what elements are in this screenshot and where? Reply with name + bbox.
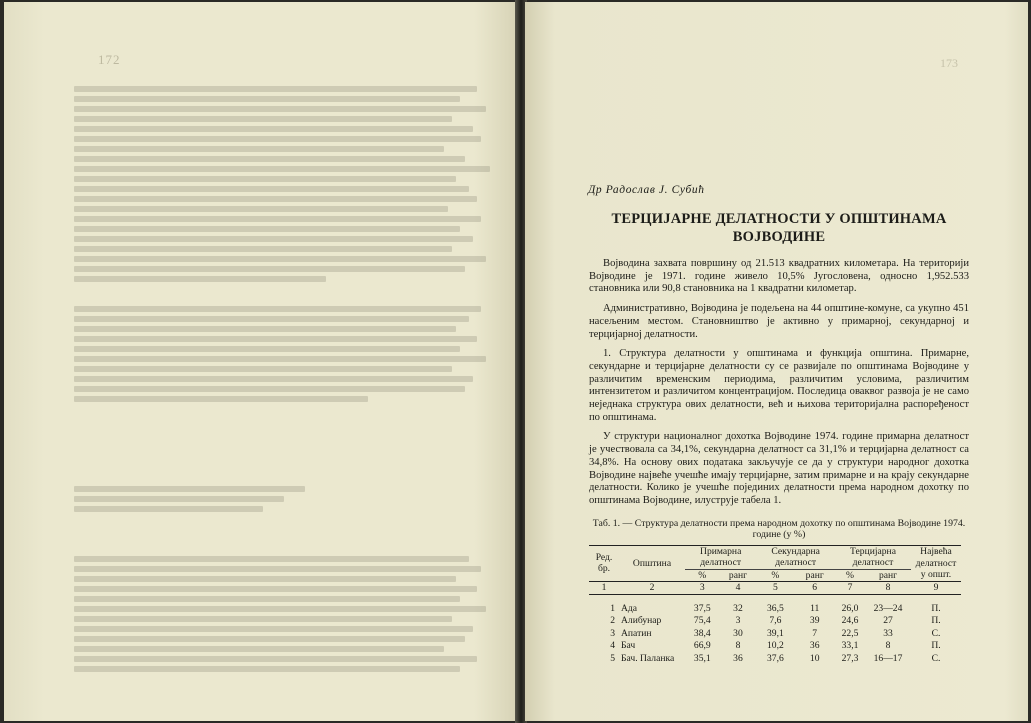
table-row <box>589 614 961 627</box>
column-number: 7 <box>835 582 865 595</box>
cell-najveca: П. <box>931 640 941 652</box>
header-pct: % <box>685 569 720 582</box>
table-body <box>589 594 961 664</box>
cell-sekundarna-rang: 39 <box>809 615 820 627</box>
cell-primarna-rang: 30 <box>733 627 743 639</box>
cell-najveca: П. <box>931 615 941 627</box>
header-tercijarna: Терцијарна делатност <box>835 545 911 569</box>
cell-najveca: П. <box>931 602 941 614</box>
article-title: ТЕРЦИЈАРНЕ ДЕЛАТНОСТИ У ОПШТИНАМА ВОЈВОДИНЕ <box>611 211 947 245</box>
paragraph-3: 1. Структура делатности у општинама и функција општина. Примарне, секундарне и терцијарне делатности су се развијале по општинама Војводине у различитим временским периодима, различитим условима, различитим интензитетом и различитом концентрацијом. Последица оваквог развоја је не само неједнака структура ових делатности, већ и њихова територијална распоређеност по општинама. <box>589 348 969 423</box>
cell-primarna-pct: 75,4 <box>693 615 711 627</box>
cell-opstina: Алибунар <box>621 615 662 627</box>
cell-opstina: Бач <box>621 640 636 652</box>
header-rang: ранг <box>865 569 911 582</box>
table-row <box>589 652 961 665</box>
cell-tercijarna-rang: 23—24 <box>873 602 903 614</box>
cell-tercijarna-rang: 27 <box>883 615 893 627</box>
cell-primarna-pct: 38,4 <box>693 627 711 639</box>
header-pct: % <box>756 569 794 582</box>
cell-tercijarna-pct: 24,6 <box>841 615 859 627</box>
paragraph-2: Административно, Војводина је подељена на 44 општине-комуне, са укупно 451 насељеним местом. Становништво је активно у примарној, секундарној и терцијарној делатности. <box>589 303 969 340</box>
header-rang: ранг <box>794 569 835 582</box>
cell-primarna-pct: 35,1 <box>693 652 711 664</box>
header-rang: ранг <box>720 569 757 582</box>
cell-primarna-pct: 66,9 <box>693 640 711 652</box>
structure-table <box>589 545 961 665</box>
column-number: 3 <box>685 582 720 595</box>
cell-opstina: Бач. Паланка <box>621 652 675 664</box>
cell-primarna-rang: 36 <box>733 652 743 664</box>
cell-tercijarna-pct: 33,1 <box>841 640 859 652</box>
cell-rb: 3 <box>610 627 615 639</box>
cell-sekundarna-pct: 10,2 <box>767 640 784 652</box>
cell-sekundarna-rang: 36 <box>809 640 820 652</box>
cell-najveca: С. <box>931 627 941 639</box>
table-row <box>589 594 961 614</box>
paragraph-1: Војводина захвата површину од 21.513 квадратних километара. На територији Војводине је 1971. године живело 10,5% Југословена, односно 1,952.533 становника или 90,8 становника на 1 квадратни километар. <box>589 258 969 295</box>
left-page-number: 172 <box>98 52 121 67</box>
cell-primarna-rang: 32 <box>733 602 743 614</box>
column-number: 4 <box>720 582 757 595</box>
cell-rb: 4 <box>610 640 615 652</box>
table-row <box>589 627 961 640</box>
column-number: 9 <box>911 582 961 595</box>
cell-opstina: Ада <box>621 602 638 614</box>
cell-tercijarna-pct: 27,3 <box>841 652 859 664</box>
cell-primarna-rang: 8 <box>735 640 741 652</box>
column-number: 2 <box>619 582 685 595</box>
cell-najveca: С. <box>931 652 941 664</box>
column-number: 6 <box>794 582 835 595</box>
cell-primarna-rang: 3 <box>735 615 741 627</box>
cell-sekundarna-pct: 37,6 <box>767 652 784 664</box>
table-row <box>589 639 961 652</box>
cell-rb: 1 <box>610 602 615 614</box>
cell-sekundarna-pct: 39,1 <box>767 627 784 639</box>
cell-sekundarna-rang: 7 <box>812 627 818 639</box>
cell-sekundarna-pct: 7,6 <box>769 615 782 627</box>
table-caption: Таб. 1. — Структура делатности према народном дохотку по општинама Војводине 1974. године (у %) <box>592 517 966 541</box>
cell-tercijarna-pct: 26,0 <box>841 602 859 614</box>
cell-tercijarna-pct: 22,5 <box>841 627 859 639</box>
right-page <box>525 2 1028 721</box>
header-opstina: Општина <box>619 545 685 582</box>
header-pct: % <box>835 569 865 582</box>
cell-rb: 2 <box>610 615 615 627</box>
cell-tercijarna-rang: 16—17 <box>873 652 903 664</box>
cell-sekundarna-rang: 10 <box>809 652 820 664</box>
article-author: Др Радослав Ј. Субић <box>588 184 705 196</box>
cell-tercijarna-rang: 8 <box>885 640 891 652</box>
cell-sekundarna-rang: 11 <box>810 602 820 614</box>
header-sekundarna: Секундарна делатност <box>756 545 835 569</box>
header-primarna: Примарна делатност <box>685 545 756 569</box>
header-najveca: Највећа делатност у општ. <box>911 545 961 582</box>
right-page-number: 173 <box>940 56 958 70</box>
paragraph-4: У структури националног дохотка Војводине 1974. године примарна делатност је учествовала са 34,1%, секундарна делатност са 31,1% и терцијарна делатност са 34,8%. На основу ових података закључује се да у структури народног дохотка Војводине највеће учешће имају терцијарне, затим примарне и на крају секундарне делатности. Колико је учешће појединих делатности према народном дохотку по општинама Војводине, илуструје табела 1. <box>589 431 969 506</box>
column-number: 5 <box>756 582 794 595</box>
header-red-br: Ред. бр. <box>589 545 619 582</box>
bleed-through-text <box>74 82 494 682</box>
cell-rb: 5 <box>610 652 615 664</box>
cell-sekundarna-pct: 36,5 <box>767 602 784 614</box>
column-number: 8 <box>865 582 911 595</box>
cell-opstina: Апатин <box>621 627 652 639</box>
column-number: 1 <box>589 582 619 595</box>
cell-tercijarna-rang: 33 <box>883 627 893 639</box>
cell-primarna-pct: 37,5 <box>693 602 711 614</box>
article <box>589 184 969 664</box>
left-page <box>4 2 517 721</box>
